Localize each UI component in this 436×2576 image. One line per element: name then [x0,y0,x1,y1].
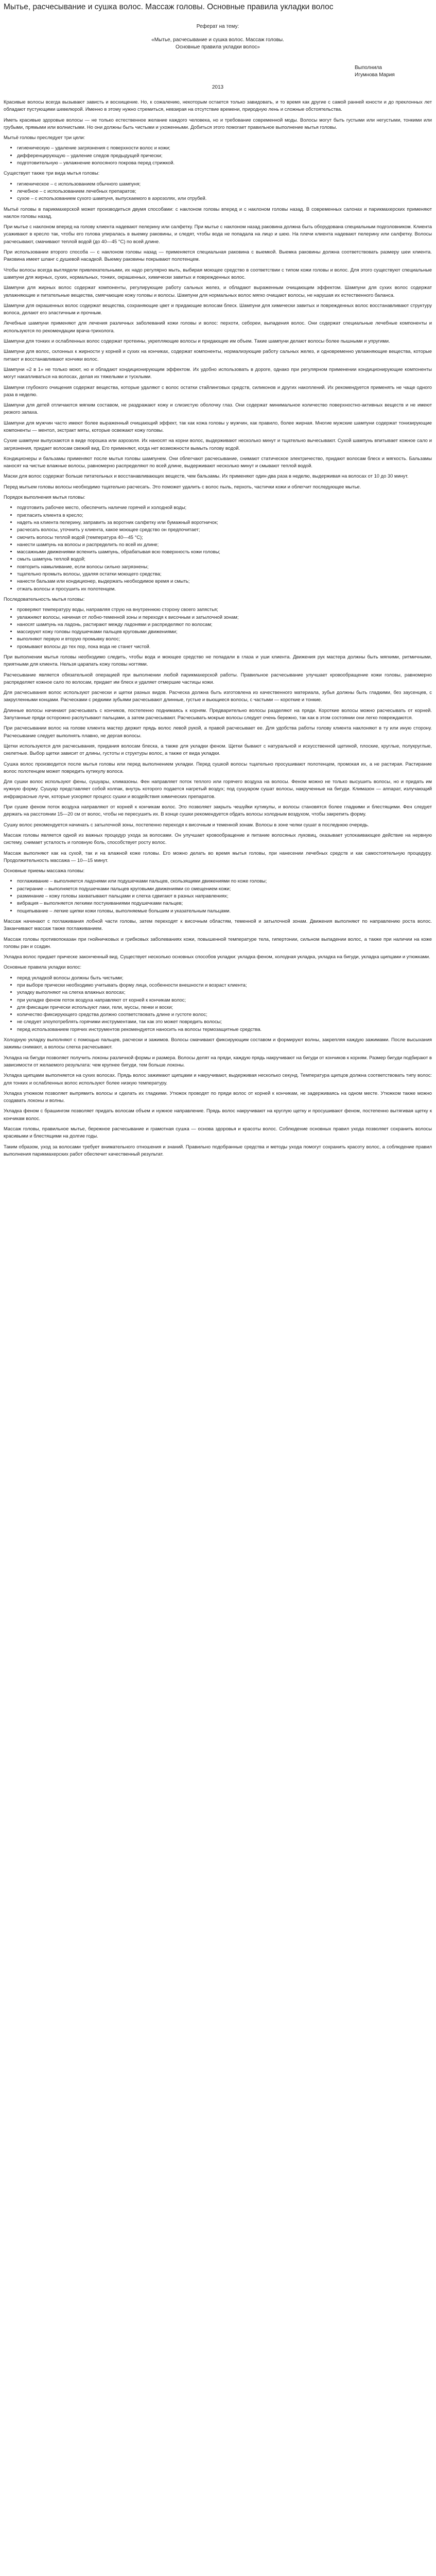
list-item: • отжать волосы и просушить их полотенцем. [17,585,432,592]
list-item: • пригласить клиента в кресло; [17,512,432,519]
title-block [146,23,290,51]
paragraph: Для сушки волос используют фены, сушуары, климазоны. Фен направляет поток теплого или горячего воздуха на волосы. Феном можно не только высушить волосы, но и придать им нужную форму. Сушуар представляет собой колпак, внутрь которого подается нагретый воздух; под сушуаром сушат волосы, накрученные на бигуди. Климазон — аппарат, излучающий инфракрасные лучи, которые ускоряют процесс сушки и воздействия химических препаратов. [4,778,432,799]
list-item: • вибрация – выполняется легкими постукиваниями подушечками пальцев; [17,900,432,907]
bullet-list [4,974,432,1033]
paragraph: Чтобы волосы всегда выглядели привлекательными, их надо регулярно мыть, выбирая моющее средство в соответствии с типом кожи головы и волос. Для этого существуют специальные шампуни для жирных, сухих, нормальных, тонких, окрашенных, химически завитых и поврежденных волос. [4,266,432,280]
paragraph: Шампуни глубокого очищения содержат вещества, которые удаляют с волос остатки стайлинговых средств, силиконов и других накоплений. Их рекомендуется применять не чаще одного раза в неделю. [4,384,432,397]
bullet-list [4,180,432,202]
paragraph: Массаж головы противопоказан при гнойничковых и грибковых заболеваниях кожи, повышенной температуре тела, гипертонии, сильном выпадении волос, а также при наличии на коже головы ран и ссадин. [4,936,432,949]
list-item: • укладку выполняют на слегка влажных волосах; [17,989,432,996]
list-item: • нанести бальзам или кондиционер, выдержать необходимое время и смыть; [17,578,432,585]
list-item: • сухое – с использованием сухого шампуня, выпускаемого в аэрозолях, или отрубей. [17,195,432,202]
list-item: • смыть шампунь теплой водой; [17,555,432,563]
page [0,0,436,1158]
document-body [4,98,432,1158]
list-item: • при укладке феном поток воздуха направляют от корней к кончикам волос; [17,996,432,1004]
paragraph: Шампуни для мужчин часто имеют более выраженный очищающий эффект, так как кожа головы у мужчин, как правило, более жирная. Многие мужские шампуни содержат тонизирующие компоненты — ментол, экстракт мяты, которые освежают кожу головы. [4,419,432,433]
list-item: • гигиеническую – удаление загрязнения с поверхности волос и кожи; [17,144,432,151]
list-item: • гигиеническое – с использованием обычного шампуня; [17,180,432,188]
list-item: • поглаживание – выполняется ладонями или подушечками пальцев, скользящими движениями по коже головы; [17,877,432,885]
paragraph: Укладка на бигуди позволяет получить локоны различной формы и размера. Волосы делят на пряди, каждую прядь накручивают на бигуди от кончиков к корням. Размер бигуди подбирают в зависимости от желаемого результата: чем крупнее бигуди, тем больше локоны. [4,1054,432,1067]
paragraph: Укладка щипцами выполняется на сухих волосах. Прядь волос зажимают щипцами и накручивают, выдерживая несколько секунд. Температура щипцов должна соответствовать типу волос: для тонких и ослабленных волос используют более низкую температуру. [4,1072,432,1086]
paragraph: Мытьё головы преследует три цели: [4,134,85,141]
list-item: • при выборе прически необходимо учитывать форму лица, особенности внешности и возраст клиента; [17,981,432,989]
list-item: • не следует злоупотреблять горячими инструментами, так как это может повредить волосы; [17,1018,432,1025]
list-item: • расчесать волосы, уточнить у клиента, какое моющее средство он предпочитает; [17,526,432,533]
paragraph: Шампуни для тонких и ослабленных волос содержат протеины, укрепляющие волосы и придающие им объем. Такие шампуни делают волосы более пышными и упругими. [4,338,390,344]
paragraph: Шампуни для детей отличаются мягким составом, не раздражают кожу и слизистую оболочку глаз. Они содержат минимальное количество поверхностно-активных веществ и не имеют резкого запаха. [4,402,432,415]
paragraph: Шампуни для волос, склонных к жирности у корней и сухих на кончиках, содержат компоненты, нормализующие работу сальных желез, и одновременно увлажняющие вещества, которые питают и восстанавливают кончики волос. [4,348,432,362]
essay-topic: «Мытье, расчесывание и сушка волос. Массаж головы. Основные правила укладки волос» [151,37,284,50]
list-item: • пощипывание – легкие щипки кожи головы, выполняемые большим и указательным пальцами. [17,907,432,914]
paragraph: При сушке феном поток воздуха направляют от корней к кончикам волос. Это позволяет закрыть чешуйки кутикулы, и волосы становятся более гладкими и блестящими. Фен следует держать на расстоянии 15—20 см от волос, чтобы не пересушить их. В конце сушки рекомендуется обдать волосы холодным воздухом, чтобы закрепить форму. [4,804,432,817]
year: 2013 [212,84,224,90]
list-item: • лечебное – с использованием лечебных препаратов; [17,188,432,195]
paragraph: Мытьё головы в парикмахерской может производиться двумя способами: с наклоном головы вперед и с наклоном головы назад. В современных салонах и парикмахерских применяют наклон головы назад. [4,206,432,219]
list-item: • увлажняют волосы, начиная от лобно-теменной зоны и переходя к височным и затылочной зонам; [17,614,432,621]
paragraph: Перед мытьем головы волосы необходимо тщательно расчесать. Это поможет удалить с волос пыль, перхоть, частички кожи и облегчит последующее мытье. [4,483,361,489]
paragraph: Последовательность мытья головы: [4,596,85,602]
paragraph: При выполнении мытья головы необходимо следить, чтобы вода и моющее средство не попадали в глаза и уши клиента. Движения рук мастера должны быть мягкими, ритмичными, приятными для клиента. Нельзя царапать кожу головы ногтями. [4,654,432,667]
list-item: • перед использованием горячих инструментов рекомендуется наносить на волосы термозащитные средства. [17,1026,432,1033]
list-item: • наносят шампунь на ладонь, растирают между ладонями и распределяют по волосам; [17,621,432,628]
list-item: • проверяют температуру воды, направляя струю на внутреннюю сторону своего запястья; [17,606,432,613]
paragraph: Массаж головы является одной из важных процедур ухода за волосами. Он улучшает кровообращение и питание волосяных луковиц, оказывает успокаивающее действие на нервную систему, снимает усталость и головную боль, способствует росту волос. [4,832,432,845]
paragraph: Холодную укладку выполняют с помощью пальцев, расчески и зажимов. Волосы смачивают фиксирующим составом и формируют волны, закрепляя каждую зажимами. После высыхания зажимы снимают, а волосы слегка расчесывают. [4,1037,432,1050]
bullet-list [4,606,432,650]
author-block [355,64,401,79]
paragraph: Укладка волос придает прическе законченный вид. Существует несколько основных способов укладки: укладка феном, холодная укладка, укладка на бигуди, укладка щипцами и утюжками. [4,954,430,960]
paragraph: Сушка волос производится после мытья головы или перед выполнением укладки. Перед сушкой волосы тщательно просушивают полотенцем, промокая их, а не растирая. Растирание волос полотенцем может повредить кутикулу волоса. [4,760,432,774]
list-item: • количество фиксирующего средства должно соответствовать длине и густоте волос; [17,1011,432,1018]
paragraph: Длинные волосы начинают расчесывать с кончиков, постепенно поднимаясь к корням. Предварительно волосы разделяют на пряди. Короткие волосы можно расчесывать от корней. Запутанные пряди осторожно распутывают пальцами, а затем расчесывают. Расчесывать мокрые волосы следует очень бережно, так как в этом состоянии они легко повреждаются. [4,707,432,721]
paragraph: Красивые волосы всегда вызывают зависть и восхищение. Но, к сожалению, некоторым остается только завидовать, и то время как другие с самой ранней юности и до преклонных лет обладают пустующими шевелюрой. Именно в этому нужно стремиться, невзирая на отсутствие времени, природную лень и сложные обстоятельства. [4,99,432,112]
paragraph: Иметь красивые здоровые волосы — не только естественное желание каждого человека, но и требование современной моды. Волосы могут быть густыми или негустыми, тонкими или грубыми, прямыми или волнистыми. Но они должны быть чистыми и ухоженными. Добиться этого помогает правильное выполнение мытья головы. [4,116,432,130]
bullet-list [4,877,432,914]
paragraph: При использовании второго способа — с наклоном головы назад — применяется специальная раковина с выемкой. Выемка раковины должна соответствовать размеру шеи клиента. Раковина имеет шланг с душевой насадкой. Выемку раковины покрывают полотенцем. [4,249,432,262]
list-item: • выполняют первую и вторую промывку волос; [17,635,432,642]
author-name: Игумнова Мария [355,72,395,78]
paragraph: Укладка феном с брашингом позволяет придать волосам объем и нужное направление. Прядь волос накручивают на круглую щетку и просушивают феном, постепенно вытягивая щетку к кончикам волос. [4,1108,432,1121]
list-item: • повторить намыливание, если волосы сильно загрязнены; [17,563,432,570]
list-item: • дифференцирующую – удаление следов предыдущей прически; [17,152,432,159]
essay-kind: Реферат на тему: [196,24,239,29]
list-item: • разминание – кожу головы захватывают пальцами и слегка сдвигают в разных направлениях; [17,892,432,900]
list-item: • нанести шампунь на волосы и распределить по всей их длине; [17,541,432,548]
list-item: • массажными движениями вспенить шампунь, обрабатывая всю поверхность кожи головы; [17,548,432,555]
paragraph: Сушку волос рекомендуется начинать с затылочной зоны, постепенно переходя к височным и теменной зонам. Волосы в зоне челки сушат в последнюю очередь. [4,821,369,827]
paragraph: Существует также три вида мытья головы: [4,170,100,176]
list-item: • растирание – выполняется подушечками пальцев круговыми движениями со смещением кожи; [17,885,432,892]
bullet-list [4,144,432,166]
paragraph: Сухие шампуни выпускаются в виде порошка или аэрозоля. Их наносят на корни волос, выдерживают несколько минут и тщательно вычесывают. Сухой шампунь впитывает кожное сало и загрязнения, придает волосам свежий вид. Его применяют, когда нет возможности вымыть голову водой. [4,437,432,451]
list-item: • смочить волосы теплой водой (температура 40—45 °С); [17,534,432,541]
paragraph: Массаж начинают с поглаживания лобной части головы, затем переходят к височным областям, теменной и затылочной зонам. Движения выполняют по направлению роста волос. Заканчивают массаж также поглаживанием. [4,918,432,931]
paragraph: При мытье с наклоном вперед на голову клиента надевают пелерину или салфетку. При мытье с наклоном назад раковина должна быть оборудована специальным подголовником. Клиента усаживают в кресло так, чтобы его голова упиралась в выемку раковины, и следят, чтобы вода не попадала на лицо и шею. На плечи клиента надевают пелерину или салфетку. Волосы расчесывают, смачивают теплой водой (до 40—45 °С) по всей длине. [4,224,432,244]
paragraph: Таким образом, уход за волосами требует внимательного отношения и знаний. Правильно подобранные средства и методы ухода помогут сохранить красоту волос, а соблюдение правил выполнения парикмахерских работ обеспечит качественный результат. [4,1143,432,1157]
paragraph: Порядок выполнения мытья головы: [4,494,85,500]
paragraph: Укладка утюжком позволяет выпрямить волосы и сделать их гладкими. Утюжок проводят по пряди волос от корней к кончикам, не задерживаясь на одном месте. Утюжком также можно создавать локоны и волны. [4,1090,432,1104]
list-item: • промывают волосы до тех пор, пока вода не станет чистой. [17,643,432,650]
paragraph: Шампуни «2 в 1» не только моют, но и обладают кондиционирующим эффектом. Их удобно использовать в дороге, однако при регулярном применении кондиционирующие компоненты могут накапливаться на волосах, делая их тяжелыми и тусклыми. [4,366,432,380]
paragraph: Маски для волос содержат больше питательных и восстанавливающих веществ, чем бальзамы. Их применяют один-два раза в неделю, выдерживая на волосах от 10 до 30 минут. [4,473,409,479]
list-item: • массируют кожу головы подушечками пальцев круговыми движениями; [17,628,432,635]
author-role: Выполнила [355,65,382,71]
paragraph: Расчесывание является обязательной операцией при выполнении любой парикмахерской работы. Правильное расчесывание улучшает кровообращение кожи головы, равномерно распределяет кожное сало по волосам, придает им блеск и удаляет отмершие частицы кожи. [4,671,432,685]
list-item: • подготовительную – увлажнение волосяного покрова перед стрижкой. [17,159,432,166]
paragraph: Лечебные шампуни применяют для лечения различных заболеваний кожи головы и волос: перхоти, себореи, выпадения волос. Они содержат специальные лечебные компоненты и используются по рекомендации врача-трихолога. [4,320,432,333]
list-item: • тщательно промыть волосы, удаляя остатки моющего средства; [17,570,432,578]
paragraph: Основные приемы массажа головы: [4,868,85,874]
paragraph: Для расчесывания волос используют расчески и щетки разных видов. Расческа должна быть изготовлена из качественного материала, зубья должны быть гладкими, без заусенцев, с закругленными концами. Расческами с редкими зубьями расчесывают длинные, густые и вьющиеся волосы, с частыми — короткие и тонкие. [4,689,432,703]
paragraph: Массаж выполняют как на сухой, так и на влажной коже головы. Его можно делать во время мытья головы, при нанесении лечебных средств и как самостоятельную процедуру. Продолжительность массажа — 10—15 минут. [4,850,432,863]
paragraph: Щетки используются для расчесывания, придания волосам блеска, а также для укладки феном. Щетки бывают с натуральной и искусственной щетиной, плоские, круглые, полукруглые, скелетные. Выбор щетки зависит от длины, густоты и структуры волос, а также от вида укладки. [4,742,432,756]
paragraph: Шампуни для окрашенных волос содержат вещества, сохраняющие цвет и придающие волосам блеск. Шампуни для химически завитых и поврежденных волос восстанавливают структуру волоса, делают его эластичным и прочным. [4,302,432,316]
paragraph: Кондиционеры и бальзамы применяют после мытья головы шампунем. Они облегчают расчесывание, снимают статическое электричество, придают волосам блеск и мягкость. Бальзамы наносят на чистые влажные волосы, равномерно распределяют по всей длине, выдерживают несколько минут и смывают теплой водой. [4,455,432,469]
list-item: • для фиксации прически используют лаки, гели, муссы, пенки и воски; [17,1004,432,1011]
paragraph: Массаж головы, правильное мытье, бережное расчесывание и грамотная сушка — основа здоровья и красоты волос. Соблюдение основных правил ухода позволяет сохранить волосы красивыми и блестящими на долгие годы. [4,1126,432,1139]
page-title: Мытье, расчесывание и сушка волос. Массаж головы. Основные правила укладки волос [4,3,334,11]
bullet-list [4,504,432,592]
list-item: • надеть на клиента пелерину, заправить за воротник салфетку или бумажный воротничок; [17,519,432,526]
list-item: • перед укладкой волосы должны быть чистыми; [17,974,432,981]
paragraph: Основные правила укладки волос: [4,964,82,970]
list-item: • подготовить рабочее место, обеспечить наличие горячей и холодной воды; [17,504,432,511]
paragraph: Шампуни для жирных волос содержат компоненты, регулирующие работу сальных желез, и обладают выраженным очищающим эффектом. Шампуни для сухих волос содержат увлажняющие и питательные вещества, смягчающие кожу головы и волосы. Шампуни для нормальных волос мягко очищают волосы, не нарушая их естественного баланса. [4,284,432,298]
paragraph: При расчесывании волос на голове клиента мастер держит прядь волос левой рукой, а правой расчесывает ее. Для удобства работы голову клиента наклоняют в ту или иную сторону. Расчесывание следует выполнять плавно, не дергая волосы. [4,725,432,738]
